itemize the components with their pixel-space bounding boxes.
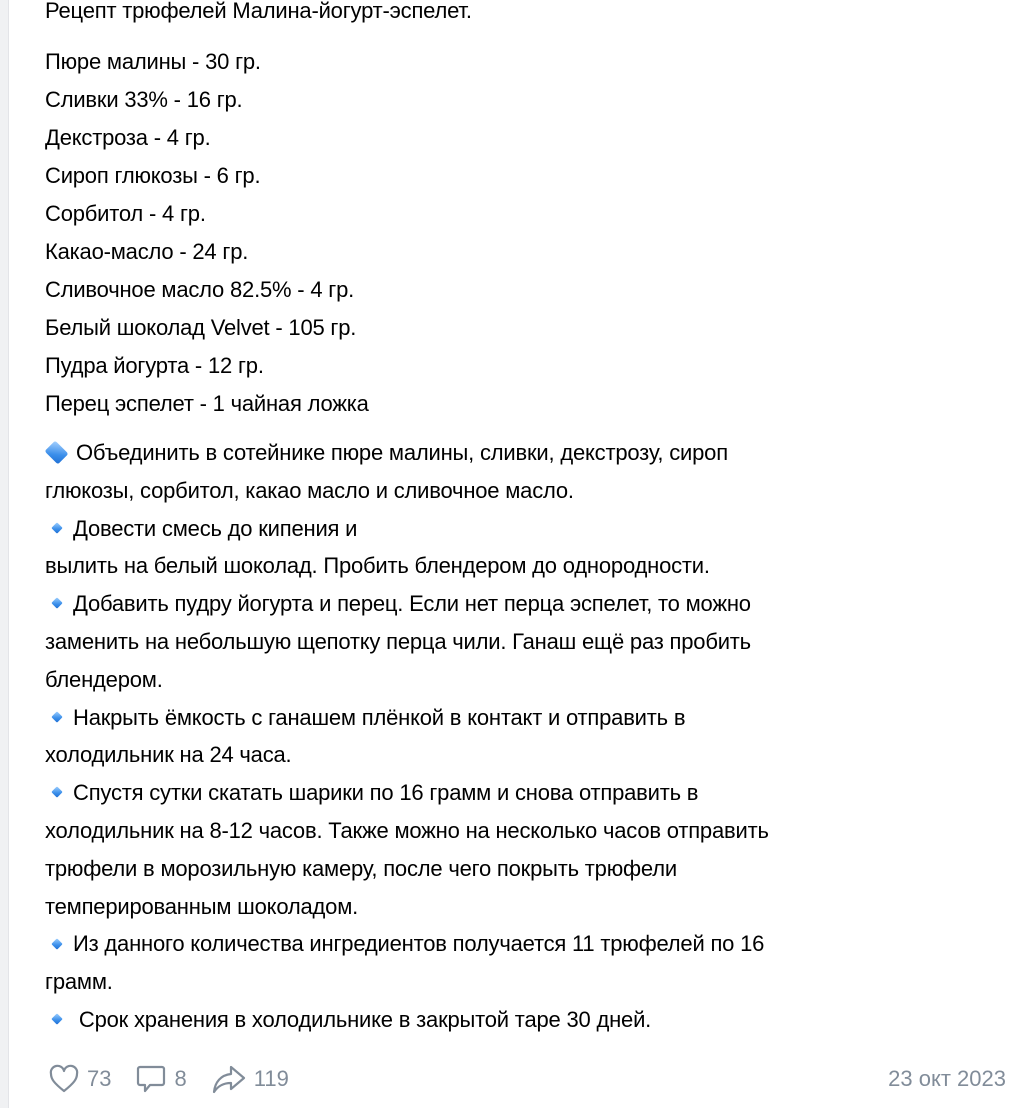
small-blue-diamond-icon <box>51 938 62 949</box>
small-blue-diamond-icon <box>51 711 62 722</box>
small-blue-diamond-icon <box>51 522 62 533</box>
post-date[interactable]: 23 окт 2023 <box>888 1066 1006 1091</box>
ingredients-list <box>45 43 1020 423</box>
step-text: Срок хранения в холодильнике в закрытой таре 30 дней. <box>73 1006 652 1032</box>
ingredient-item: Сливки 33% - 16 гр. <box>45 87 243 112</box>
step-text: вылить на белый шоколад. Пробить блендером до однородности. <box>45 553 710 579</box>
like-button[interactable] <box>48 1064 111 1094</box>
post-title: Рецепт трюфелей Малина-йогурт-эспелет. <box>45 0 472 23</box>
ingredient-item: Какао-масло - 24 гр. <box>45 239 249 264</box>
step-text: холодильник на 24 часа. <box>45 742 292 768</box>
step-line <box>45 585 1020 623</box>
like-count: 73 <box>87 1066 112 1091</box>
step-line <box>45 925 1020 963</box>
step-item <box>45 585 1020 698</box>
ingredient-item: Пюре малины - 30 гр. <box>45 49 261 74</box>
step-item <box>45 510 1020 586</box>
step-text: темперированным шоколадом. <box>45 893 359 919</box>
step-line <box>45 661 1020 699</box>
ingredient-item: Перец эспелет - 1 чайная ложка <box>45 391 369 416</box>
step-line <box>45 850 1020 888</box>
steps-list <box>45 434 1020 1039</box>
left-border <box>0 0 9 1108</box>
step-text: Накрыть ёмкость с ганашем плёнкой в контакт и отправить в <box>73 704 686 730</box>
ingredient-item: Декстроза - 4 гр. <box>45 125 211 150</box>
step-text: Спустя сутки скатать шарики по 16 грамм и снова отправить в <box>73 780 699 806</box>
small-blue-diamond-icon <box>51 598 62 609</box>
ingredient-item: Сорбитол - 4 гр. <box>45 201 206 226</box>
small-blue-diamond-icon <box>51 1013 62 1024</box>
step-line <box>45 472 1020 510</box>
share-count: 119 <box>253 1066 289 1091</box>
step-line <box>45 736 1020 774</box>
step-text: блендером. <box>45 666 163 692</box>
step-item <box>45 434 1020 510</box>
post-footer <box>48 1060 1006 1098</box>
step-line <box>45 888 1020 926</box>
heart-icon <box>48 1064 80 1094</box>
step-line <box>45 623 1020 661</box>
step-text: Из данного количества ингредиентов получается 11 трюфелей по 16 <box>73 931 765 957</box>
step-line <box>45 774 1020 812</box>
step-item <box>45 774 1020 925</box>
step-text: холодильник на 8-12 часов. Также можно на несколько часов отправить <box>45 817 769 843</box>
large-blue-diamond-icon <box>45 440 69 464</box>
comment-count: 8 <box>174 1066 187 1091</box>
step-text: трюфели в морозильную камеру, после чего покрыть трюфели <box>45 855 677 881</box>
comment-icon <box>135 1063 167 1095</box>
step-line <box>45 812 1020 850</box>
step-item <box>45 1001 1020 1039</box>
ingredient-item: Сироп глюкозы - 6 гр. <box>45 163 261 188</box>
ingredient-item: Пудра йогурта - 12 гр. <box>45 353 264 378</box>
small-blue-diamond-icon <box>51 787 62 798</box>
share-button[interactable] <box>211 1063 289 1095</box>
step-line <box>45 963 1020 1001</box>
step-line <box>45 434 1020 472</box>
step-item <box>45 699 1020 775</box>
ingredient-item: Сливочное масло 82.5% - 4 гр. <box>45 277 355 302</box>
share-icon <box>211 1063 247 1095</box>
step-item <box>45 925 1020 1001</box>
step-line <box>45 1001 1020 1039</box>
step-line <box>45 510 1020 548</box>
ingredient-item: Белый шоколад Velvet - 105 гр. <box>45 315 357 340</box>
step-text: глюкозы, сорбитол, какао масло и сливочное масло. <box>45 477 574 503</box>
step-text: Довести смесь до кипения и <box>73 515 358 541</box>
step-text: Добавить пудру йогурта и перец. Если нет перца эспелет, то можно <box>73 591 751 617</box>
post-text <box>45 0 1020 1039</box>
step-text: Объединить в сотейнике пюре малины, сливки, декстрозу, сироп <box>76 440 728 465</box>
comment-button[interactable] <box>135 1063 186 1095</box>
step-line <box>45 547 1020 585</box>
step-text: грамм. <box>45 969 113 995</box>
step-line <box>45 699 1020 737</box>
step-text: заменить на небольшую щепотку перца чили. Ганаш ещё раз пробить <box>45 628 751 654</box>
